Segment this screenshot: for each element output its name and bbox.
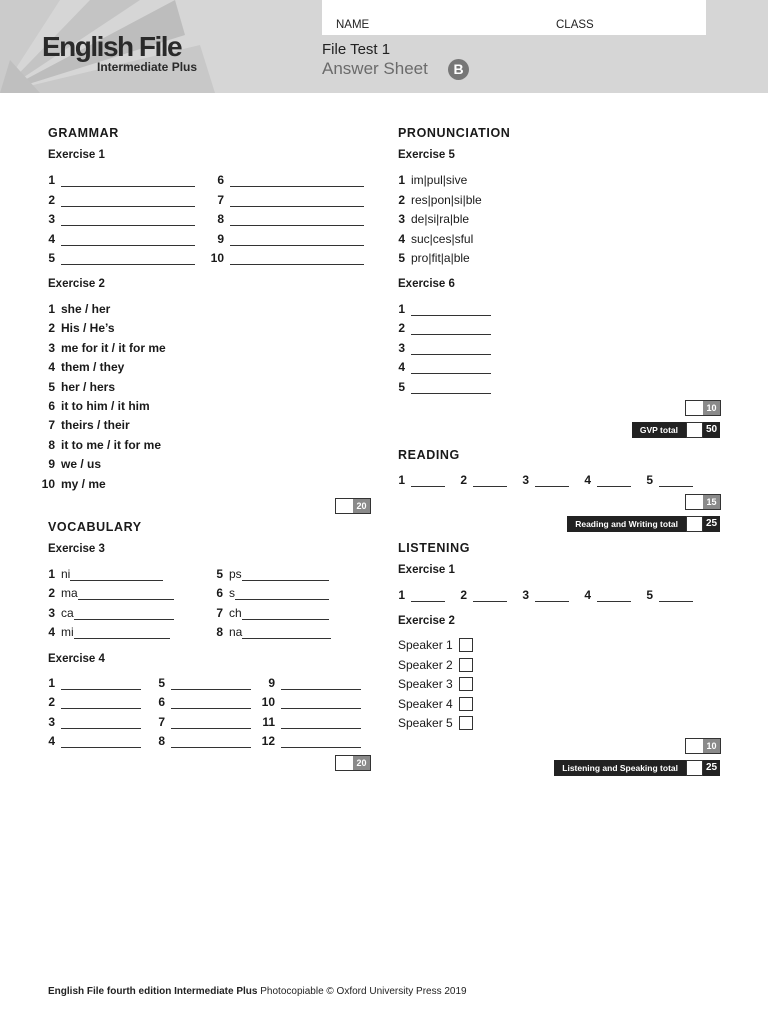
item-number: 4 — [48, 734, 55, 749]
item-number: 1 — [48, 567, 55, 581]
answer-row — [206, 584, 329, 600]
answer-row — [512, 586, 569, 602]
item-number: 6 — [48, 399, 55, 413]
total-blank[interactable] — [686, 516, 703, 532]
item-number: 10 — [261, 695, 275, 710]
answer-line[interactable] — [230, 175, 364, 187]
speaker-row — [398, 636, 473, 652]
exercise-4-heading: Exercise 4 — [48, 653, 105, 665]
answer-row — [388, 230, 473, 246]
word-start — [229, 567, 329, 581]
speaker-row — [398, 675, 473, 691]
answer-row — [148, 732, 251, 748]
word-start — [61, 567, 163, 581]
name-class-box — [322, 0, 706, 35]
vocabulary-heading: VOCABULARY — [48, 520, 142, 534]
answer-line[interactable] — [78, 588, 174, 600]
item-number: 9 — [48, 457, 55, 472]
footer — [48, 986, 467, 997]
answer-line[interactable] — [411, 382, 491, 394]
speaker-row — [398, 695, 473, 711]
reading-heading: READING — [398, 448, 460, 462]
answer-line[interactable] — [235, 588, 329, 600]
item-number: 3 — [522, 473, 529, 487]
answer-line[interactable] — [242, 608, 329, 620]
answer-line[interactable] — [411, 590, 445, 602]
item-number: 3 — [48, 340, 55, 355]
answer-line[interactable] — [411, 475, 445, 487]
option-text[interactable]: it to him / it him — [61, 399, 150, 413]
answer-row — [256, 693, 361, 709]
answer-row — [38, 584, 174, 600]
word-prefix: ch — [229, 605, 242, 620]
option-text[interactable]: she / her — [61, 302, 111, 316]
answer-row — [388, 171, 467, 187]
listening-heading: LISTENING — [398, 541, 471, 555]
item-number: 3 — [48, 605, 55, 620]
pronunciation-score-box — [685, 400, 721, 416]
score-blank[interactable] — [336, 756, 353, 770]
score-blank[interactable] — [686, 739, 703, 753]
item-number: 5 — [158, 676, 165, 690]
total-max: 25 — [703, 760, 720, 776]
answer-checkbox[interactable] — [459, 716, 473, 730]
item-number: 1 — [48, 302, 55, 316]
answer-row — [388, 471, 445, 487]
option-text: de|si|ra|ble — [411, 212, 470, 226]
item-number: 12 — [261, 734, 275, 749]
answer-row — [38, 230, 195, 246]
answer-line[interactable] — [411, 323, 491, 335]
answer-row — [636, 471, 693, 487]
item-number: 8 — [158, 734, 165, 749]
grammar-heading: GRAMMAR — [48, 126, 119, 140]
answer-line[interactable] — [61, 234, 195, 246]
exercise-2-heading: Exercise 2 — [48, 278, 105, 290]
item-number: 2 — [48, 321, 55, 336]
listening-speaking-total — [554, 760, 720, 776]
total-max: 25 — [703, 516, 720, 532]
word-prefix: ma — [61, 586, 78, 601]
answer-row — [388, 339, 491, 355]
answer-row — [38, 358, 124, 374]
class-label: CLASS — [556, 19, 594, 31]
exercise-3-heading: Exercise 3 — [48, 543, 105, 555]
answer-line[interactable] — [61, 717, 141, 729]
pronunciation-heading: PRONUNCIATION — [398, 126, 511, 140]
answer-line[interactable] — [411, 362, 491, 374]
word-prefix: ca — [61, 605, 74, 620]
answer-row — [38, 565, 163, 581]
score-blank[interactable] — [686, 401, 703, 415]
speaker-row — [398, 656, 473, 672]
item-number: 4 — [398, 360, 405, 375]
total-label: Listening and Speaking total — [554, 760, 686, 776]
option-text[interactable]: her / hers — [61, 379, 116, 394]
answer-line[interactable] — [61, 736, 141, 748]
option-text[interactable]: my / me — [61, 476, 106, 491]
answer-line[interactable] — [230, 214, 364, 226]
item-number: 11 — [262, 714, 275, 729]
exercise-1-heading: Exercise 1 — [48, 149, 105, 161]
answer-row — [574, 586, 631, 602]
answer-line[interactable] — [61, 253, 195, 265]
option-text[interactable]: His / He’s — [61, 321, 115, 336]
answer-checkbox[interactable] — [459, 677, 473, 691]
answer-row — [256, 732, 361, 748]
item-number: 3 — [48, 714, 55, 729]
exercise-5-heading: Exercise 5 — [398, 149, 455, 161]
answer-line[interactable] — [74, 608, 174, 620]
answer-row — [450, 586, 507, 602]
score-blank[interactable] — [686, 495, 703, 509]
answer-row — [206, 604, 329, 620]
total-label: GVP total — [632, 422, 686, 438]
option-text: res|pon|si|ble — [411, 192, 482, 207]
listening-exercise-1-heading: Exercise 1 — [398, 564, 455, 576]
answer-line[interactable] — [281, 697, 361, 709]
answer-line[interactable] — [171, 678, 251, 690]
item-number: 6 — [216, 586, 223, 601]
answer-row — [38, 210, 195, 226]
score-max: 20 — [353, 499, 370, 513]
option-text[interactable]: we / us — [61, 457, 102, 472]
item-number: 5 — [48, 379, 55, 394]
answer-line[interactable] — [659, 475, 693, 487]
item-number: 1 — [398, 588, 405, 602]
listening-score-box — [685, 738, 721, 754]
answer-line[interactable] — [597, 475, 631, 487]
answer-row — [38, 319, 115, 335]
answer-line[interactable] — [61, 175, 195, 187]
item-number: 2 — [48, 192, 55, 207]
answer-line[interactable] — [411, 304, 491, 316]
item-number: 2 — [460, 473, 467, 487]
item-number: 10 — [41, 476, 55, 491]
answer-row — [38, 604, 174, 620]
answer-line[interactable] — [61, 214, 195, 226]
answer-row — [205, 191, 364, 207]
answer-line[interactable] — [281, 717, 361, 729]
answer-row — [38, 191, 195, 207]
score-max: 20 — [353, 756, 370, 770]
item-number: 7 — [217, 192, 224, 207]
total-max: 50 — [703, 422, 720, 438]
speaker-label: Speaker 3 — [398, 677, 453, 691]
item-number: 4 — [584, 588, 591, 602]
answer-line[interactable] — [61, 697, 141, 709]
answer-row — [388, 249, 470, 265]
item-number: 1 — [48, 676, 55, 690]
option-text[interactable]: me for it / it for me — [61, 340, 166, 355]
score-max: 10 — [703, 401, 720, 415]
item-number: 3 — [398, 340, 405, 355]
item-number: 7 — [158, 714, 165, 729]
answer-row — [38, 475, 106, 491]
answer-line[interactable] — [61, 678, 141, 690]
speaker-label: Speaker 2 — [398, 657, 453, 672]
item-number: 9 — [217, 231, 224, 246]
listening-exercise-2-heading: Exercise 2 — [398, 615, 455, 627]
item-number: 1 — [398, 302, 405, 316]
item-number: 4 — [48, 231, 55, 246]
version-badge: B — [448, 59, 469, 80]
answer-row — [574, 471, 631, 487]
option-text: im|pul|sive — [411, 173, 468, 187]
word-start — [61, 586, 174, 600]
file-test-title: File Test 1 — [322, 41, 391, 58]
answer-row — [38, 378, 115, 394]
item-number: 5 — [646, 473, 653, 487]
answer-line[interactable] — [61, 195, 195, 207]
word-prefix: na — [229, 625, 243, 640]
answer-checkbox[interactable] — [459, 658, 473, 672]
reading-writing-total — [567, 516, 720, 532]
word-start — [229, 606, 329, 620]
vocabulary-score-box — [335, 755, 371, 771]
answer-row — [38, 300, 110, 316]
item-number: 8 — [217, 212, 224, 226]
item-number: 7 — [216, 605, 223, 620]
word-prefix: ps — [229, 567, 242, 581]
answer-row — [206, 623, 331, 639]
answer-line[interactable] — [171, 697, 251, 709]
answer-row — [38, 249, 195, 265]
word-prefix: s — [229, 586, 235, 601]
answer-row — [256, 674, 361, 690]
answer-line[interactable] — [535, 475, 569, 487]
header-banner — [0, 0, 768, 93]
answer-line[interactable] — [171, 736, 251, 748]
answer-row — [388, 191, 482, 207]
answer-row — [38, 713, 141, 729]
answer-row — [206, 565, 329, 581]
answer-row — [205, 210, 364, 226]
item-number: 8 — [216, 625, 223, 640]
item-number: 1 — [48, 173, 55, 187]
option-text[interactable]: theirs / their — [61, 418, 130, 433]
answer-line[interactable] — [597, 590, 631, 602]
answer-line[interactable] — [230, 234, 364, 246]
total-label: Reading and Writing total — [567, 516, 686, 532]
item-number: 3 — [48, 212, 55, 226]
option-text[interactable]: it to me / it for me — [61, 437, 162, 452]
answer-line[interactable] — [230, 195, 364, 207]
gvp-total — [632, 422, 720, 438]
item-number: 5 — [398, 251, 405, 265]
score-max: 10 — [703, 739, 720, 753]
answer-line[interactable] — [473, 590, 507, 602]
exercise-6-heading: Exercise 6 — [398, 278, 455, 290]
answer-row — [38, 171, 195, 187]
word-prefix: ni — [61, 567, 71, 581]
answer-line[interactable] — [659, 590, 693, 602]
answer-checkbox[interactable] — [459, 697, 473, 711]
logo-title: English File — [42, 31, 182, 62]
option-text: pro|fit|a|ble — [411, 251, 470, 265]
answer-row — [148, 713, 251, 729]
answer-line[interactable] — [74, 627, 170, 639]
answer-row — [38, 623, 170, 639]
speaker-label: Speaker 5 — [398, 716, 453, 730]
item-number: 2 — [398, 192, 405, 207]
reading-score-box — [685, 494, 721, 510]
answer-row — [388, 300, 491, 316]
item-number: 4 — [48, 625, 55, 640]
score-blank[interactable] — [336, 499, 353, 513]
answer-sheet-title: Answer Sheet — [322, 59, 428, 78]
logo-subtitle: Intermediate Plus — [97, 60, 198, 74]
answer-line[interactable] — [281, 678, 361, 690]
answer-row — [148, 693, 251, 709]
item-number: 4 — [584, 473, 591, 487]
speaker-label: Speaker 4 — [398, 696, 453, 711]
answer-checkbox[interactable] — [459, 638, 473, 652]
item-number: 3 — [522, 588, 529, 602]
name-label: NAME — [336, 19, 370, 31]
item-number: 5 — [646, 588, 653, 602]
answer-line[interactable] — [242, 569, 329, 581]
answer-row — [38, 397, 150, 413]
answer-line[interactable] — [411, 343, 491, 355]
answer-row — [512, 471, 569, 487]
answer-row — [388, 378, 491, 394]
answer-row — [205, 230, 364, 246]
total-blank[interactable] — [686, 760, 703, 776]
item-number: 4 — [48, 360, 55, 375]
answer-row — [636, 586, 693, 602]
item-number: 5 — [398, 379, 405, 394]
speaker-label: Speaker 1 — [398, 638, 453, 652]
option-text: suc|ces|sful — [411, 231, 474, 246]
item-number: 5 — [216, 567, 223, 581]
item-number: 6 — [217, 173, 224, 187]
item-number: 7 — [48, 418, 55, 433]
answer-row — [38, 339, 166, 355]
item-number: 1 — [398, 173, 405, 187]
score-max: 15 — [703, 495, 720, 509]
answer-row — [38, 416, 130, 432]
answer-row — [38, 693, 141, 709]
item-number: 2 — [460, 588, 467, 602]
item-number: 3 — [398, 212, 405, 226]
grammar-score-box — [335, 498, 371, 514]
item-number: 2 — [48, 695, 55, 710]
answer-row — [38, 674, 141, 690]
answer-line[interactable] — [70, 569, 163, 581]
answer-row — [450, 471, 507, 487]
answer-line[interactable] — [242, 627, 331, 639]
item-number: 8 — [48, 437, 55, 452]
answer-row — [388, 210, 469, 226]
answer-row — [388, 358, 491, 374]
item-number: 9 — [268, 676, 275, 690]
item-number: 2 — [48, 586, 55, 601]
answer-line[interactable] — [473, 475, 507, 487]
word-start — [229, 625, 331, 639]
footer-title: English File fourth edition Intermediate Plus — [48, 986, 258, 997]
answer-line[interactable] — [171, 717, 251, 729]
answer-row — [38, 436, 161, 452]
answer-line[interactable] — [535, 590, 569, 602]
speaker-row — [398, 714, 473, 730]
item-number: 2 — [398, 321, 405, 336]
answer-row — [205, 249, 364, 265]
word-start — [61, 625, 170, 639]
item-number: 10 — [210, 251, 224, 265]
answer-row — [38, 732, 141, 748]
word-start — [229, 586, 329, 600]
item-number: 5 — [48, 251, 55, 265]
answer-row — [388, 586, 445, 602]
total-blank[interactable] — [686, 422, 703, 438]
answer-row — [205, 171, 364, 187]
answer-line[interactable] — [230, 253, 364, 265]
item-number: 4 — [398, 231, 405, 246]
word-prefix: mi — [61, 625, 74, 640]
footer-copyright: Photocopiable © Oxford University Press 2019 — [257, 986, 467, 997]
answer-row — [256, 713, 361, 729]
answer-row — [148, 674, 251, 690]
answer-row — [388, 319, 491, 335]
option-text[interactable]: them / they — [61, 360, 125, 375]
word-start — [61, 606, 174, 620]
item-number: 6 — [158, 695, 165, 710]
answer-line[interactable] — [281, 736, 361, 748]
answer-row — [38, 455, 101, 471]
item-number: 1 — [398, 473, 405, 487]
